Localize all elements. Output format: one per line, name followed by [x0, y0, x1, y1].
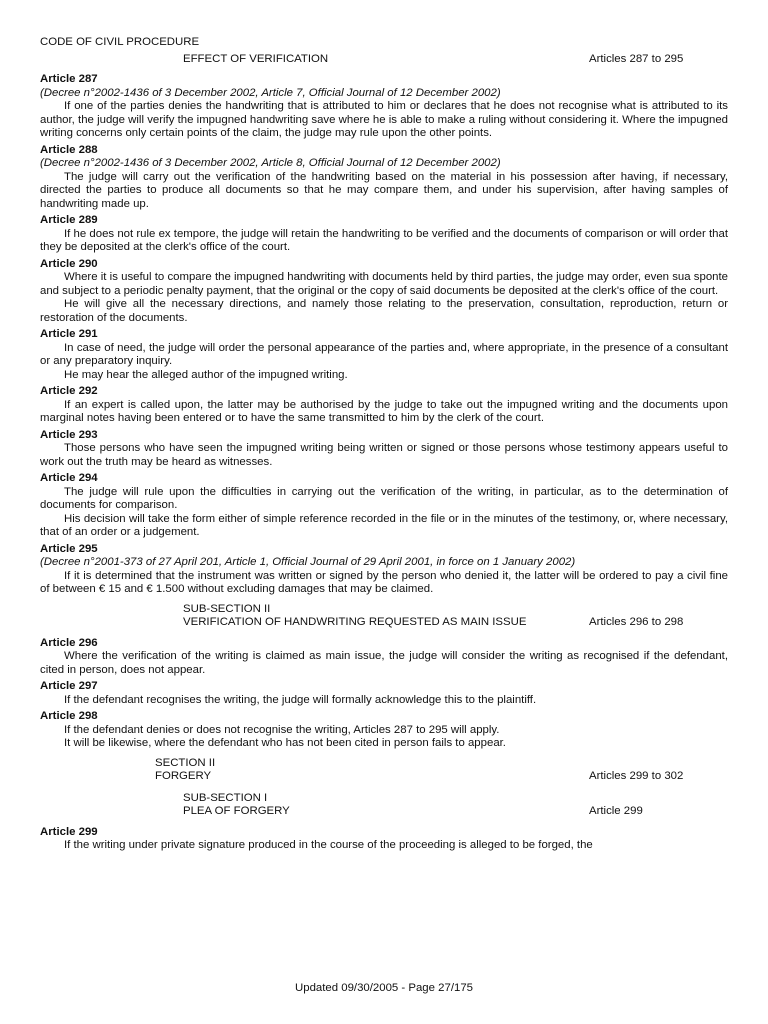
article-paragraph: He will give all the necessary directions, and namely those relating to the preservation, consultation, reproduction, return or restoration of the documents.: [40, 298, 728, 324]
document-body: [40, 73, 728, 856]
article-paragraph: Where the verification of the writing is claimed as main issue, the judge will consider the writing as recognised if the defendant, cited in person, does not appear.: [40, 650, 728, 676]
section-title: EFFECT OF VERIFICATION: [183, 53, 329, 65]
article-paragraph: If the defendant denies or does not recognise the writing, Articles 287 to 295 will apply.: [64, 723, 500, 736]
article: [40, 258, 728, 326]
article-decree: (Decree n°2001-373 of 27 April 201, Article 1, Official Journal of 29 April 2001, in force on 1 January 2002): [40, 556, 576, 568]
article-paragraph: If the defendant recognises the writing, the judge will formally acknowledge this to the plaintiff.: [64, 693, 537, 706]
article-paragraph: His decision will take the form either of simple reference recorded in the file or in the minutes of the testimony, or, where necessary, that of an order or a judgement.: [40, 512, 728, 538]
article-title: Article 296: [40, 636, 98, 649]
article-paragraph: If it is determined that the instrument was written or signed by the person who denied it, the latter will be ordered to pay a civil fine of between € 15 and € 1.500 without excluding damages that may be claimed.: [40, 569, 728, 595]
section-range: Articles 299 to 302: [589, 770, 684, 782]
article-paragraph: The judge will rule upon the difficulties in carrying out the verification of the writing, in particular, as to the determination of documents for comparison.: [40, 485, 728, 511]
article-title: Article 290: [40, 257, 98, 270]
section-2-heading: [40, 757, 728, 784]
article: [40, 144, 728, 212]
section-title: FORGERY: [155, 770, 212, 782]
article-paragraph: If one of the parties denies the handwriting that is attributed to him or declares that he does not recognise what is attributed to its author, the judge will verify the impugned handwriting save where he is able to make a ruling without considering it. Where the impugned writing concerns only certain points of the claim, the judge may rule upon the other points.: [40, 100, 728, 139]
subsection-1-heading: [40, 792, 728, 819]
article: [40, 214, 728, 255]
subsection-title: VERIFICATION OF HANDWRITING REQUESTED AS MAIN ISSUE: [183, 616, 527, 628]
code-title: CODE OF CIVIL PROCEDURE: [40, 36, 200, 48]
article-paragraph: If the writing under private signature produced in the course of the proceeding is alleged to be forged, the: [64, 839, 593, 851]
section-range: Articles 287 to 295: [589, 53, 684, 65]
articles-list: [40, 637, 728, 751]
page-footer: Updated 09/30/2005 - Page 27/175: [295, 982, 473, 994]
article-paragraph: Where it is useful to compare the impugned handwriting with documents held by third parties, the judge may order, even sua sponte and subject to a periodic penalty payment, that the original or the copy of said documents be deposited at the clerk's office of the court.: [40, 271, 728, 297]
section-label: SECTION II: [155, 756, 216, 769]
article: [40, 73, 728, 141]
subsection-range: Articles 296 to 298: [589, 616, 684, 628]
article-title: Article 288: [40, 143, 98, 156]
article-title: Article 294: [40, 472, 98, 484]
article-paragraph: He may hear the alleged author of the impugned writing.: [64, 368, 348, 381]
article: [40, 328, 728, 382]
articles-list: [40, 73, 728, 597]
article-title: Article 287: [40, 73, 98, 85]
article: [40, 385, 728, 426]
article-title: Article 293: [40, 428, 98, 441]
subsection-title: PLEA OF FORGERY: [183, 805, 290, 817]
article-paragraph: Those persons who have seen the impugned writing being written or signed or those persons whose testimony appears useful to work out the truth may be heard as witnesses.: [40, 442, 728, 468]
article-paragraph: The judge will carry out the verification of the handwriting based on the material in his possession after having, if necessary, directed the parties to produce all documents so that he may compare them, and under his supervision, after having samples of handwriting made up.: [40, 170, 728, 210]
article: [40, 710, 728, 751]
article-title: Article 291: [40, 328, 98, 340]
article-decree: (Decree n°2002-1436 of 3 December 2002, Article 7, Official Journal of 12 December 2002): [40, 86, 501, 99]
article: [40, 637, 728, 678]
article: [40, 680, 728, 707]
article: [40, 429, 728, 470]
subsection-range: Article 299: [589, 805, 643, 817]
article-paragraph: In case of need, the judge will order the personal appearance of the parties and, where appropriate, in the presence of a consultant or any preparatory inquiry.: [40, 341, 728, 367]
article-decree: (Decree n°2002-1436 of 3 December 2002, Article 8, Official Journal of 12 December 2002): [40, 157, 501, 169]
article-title: Article 292: [40, 385, 98, 397]
article-title: Article 298: [40, 710, 98, 722]
subsection-label: SUB-SECTION II: [183, 602, 271, 615]
subsection-label: SUB-SECTION I: [183, 791, 268, 804]
article-paragraph: If he does not rule ex tempore, the judge will retain the handwriting to be verified and the documents of comparison or will order that they be deposited at the clerk's office of the court.: [40, 227, 728, 253]
article: [40, 826, 728, 853]
subsection-2-heading: [40, 603, 728, 630]
article-title: Article 295: [40, 542, 98, 555]
article-paragraph: It will be likewise, where the defendant who has not been cited in person fails to appear.: [64, 737, 506, 749]
article-title: Article 289: [40, 214, 98, 226]
article-title: Article 299: [40, 825, 98, 838]
article: [40, 543, 728, 597]
article-paragraph: If an expert is called upon, the latter may be authorised by the judge to take out the impugned writing and the documents upon marginal notes having been entered or to have the same transmitted to him by the clerk of the court.: [40, 398, 728, 424]
article-title: Article 297: [40, 680, 98, 692]
article: [40, 472, 728, 540]
